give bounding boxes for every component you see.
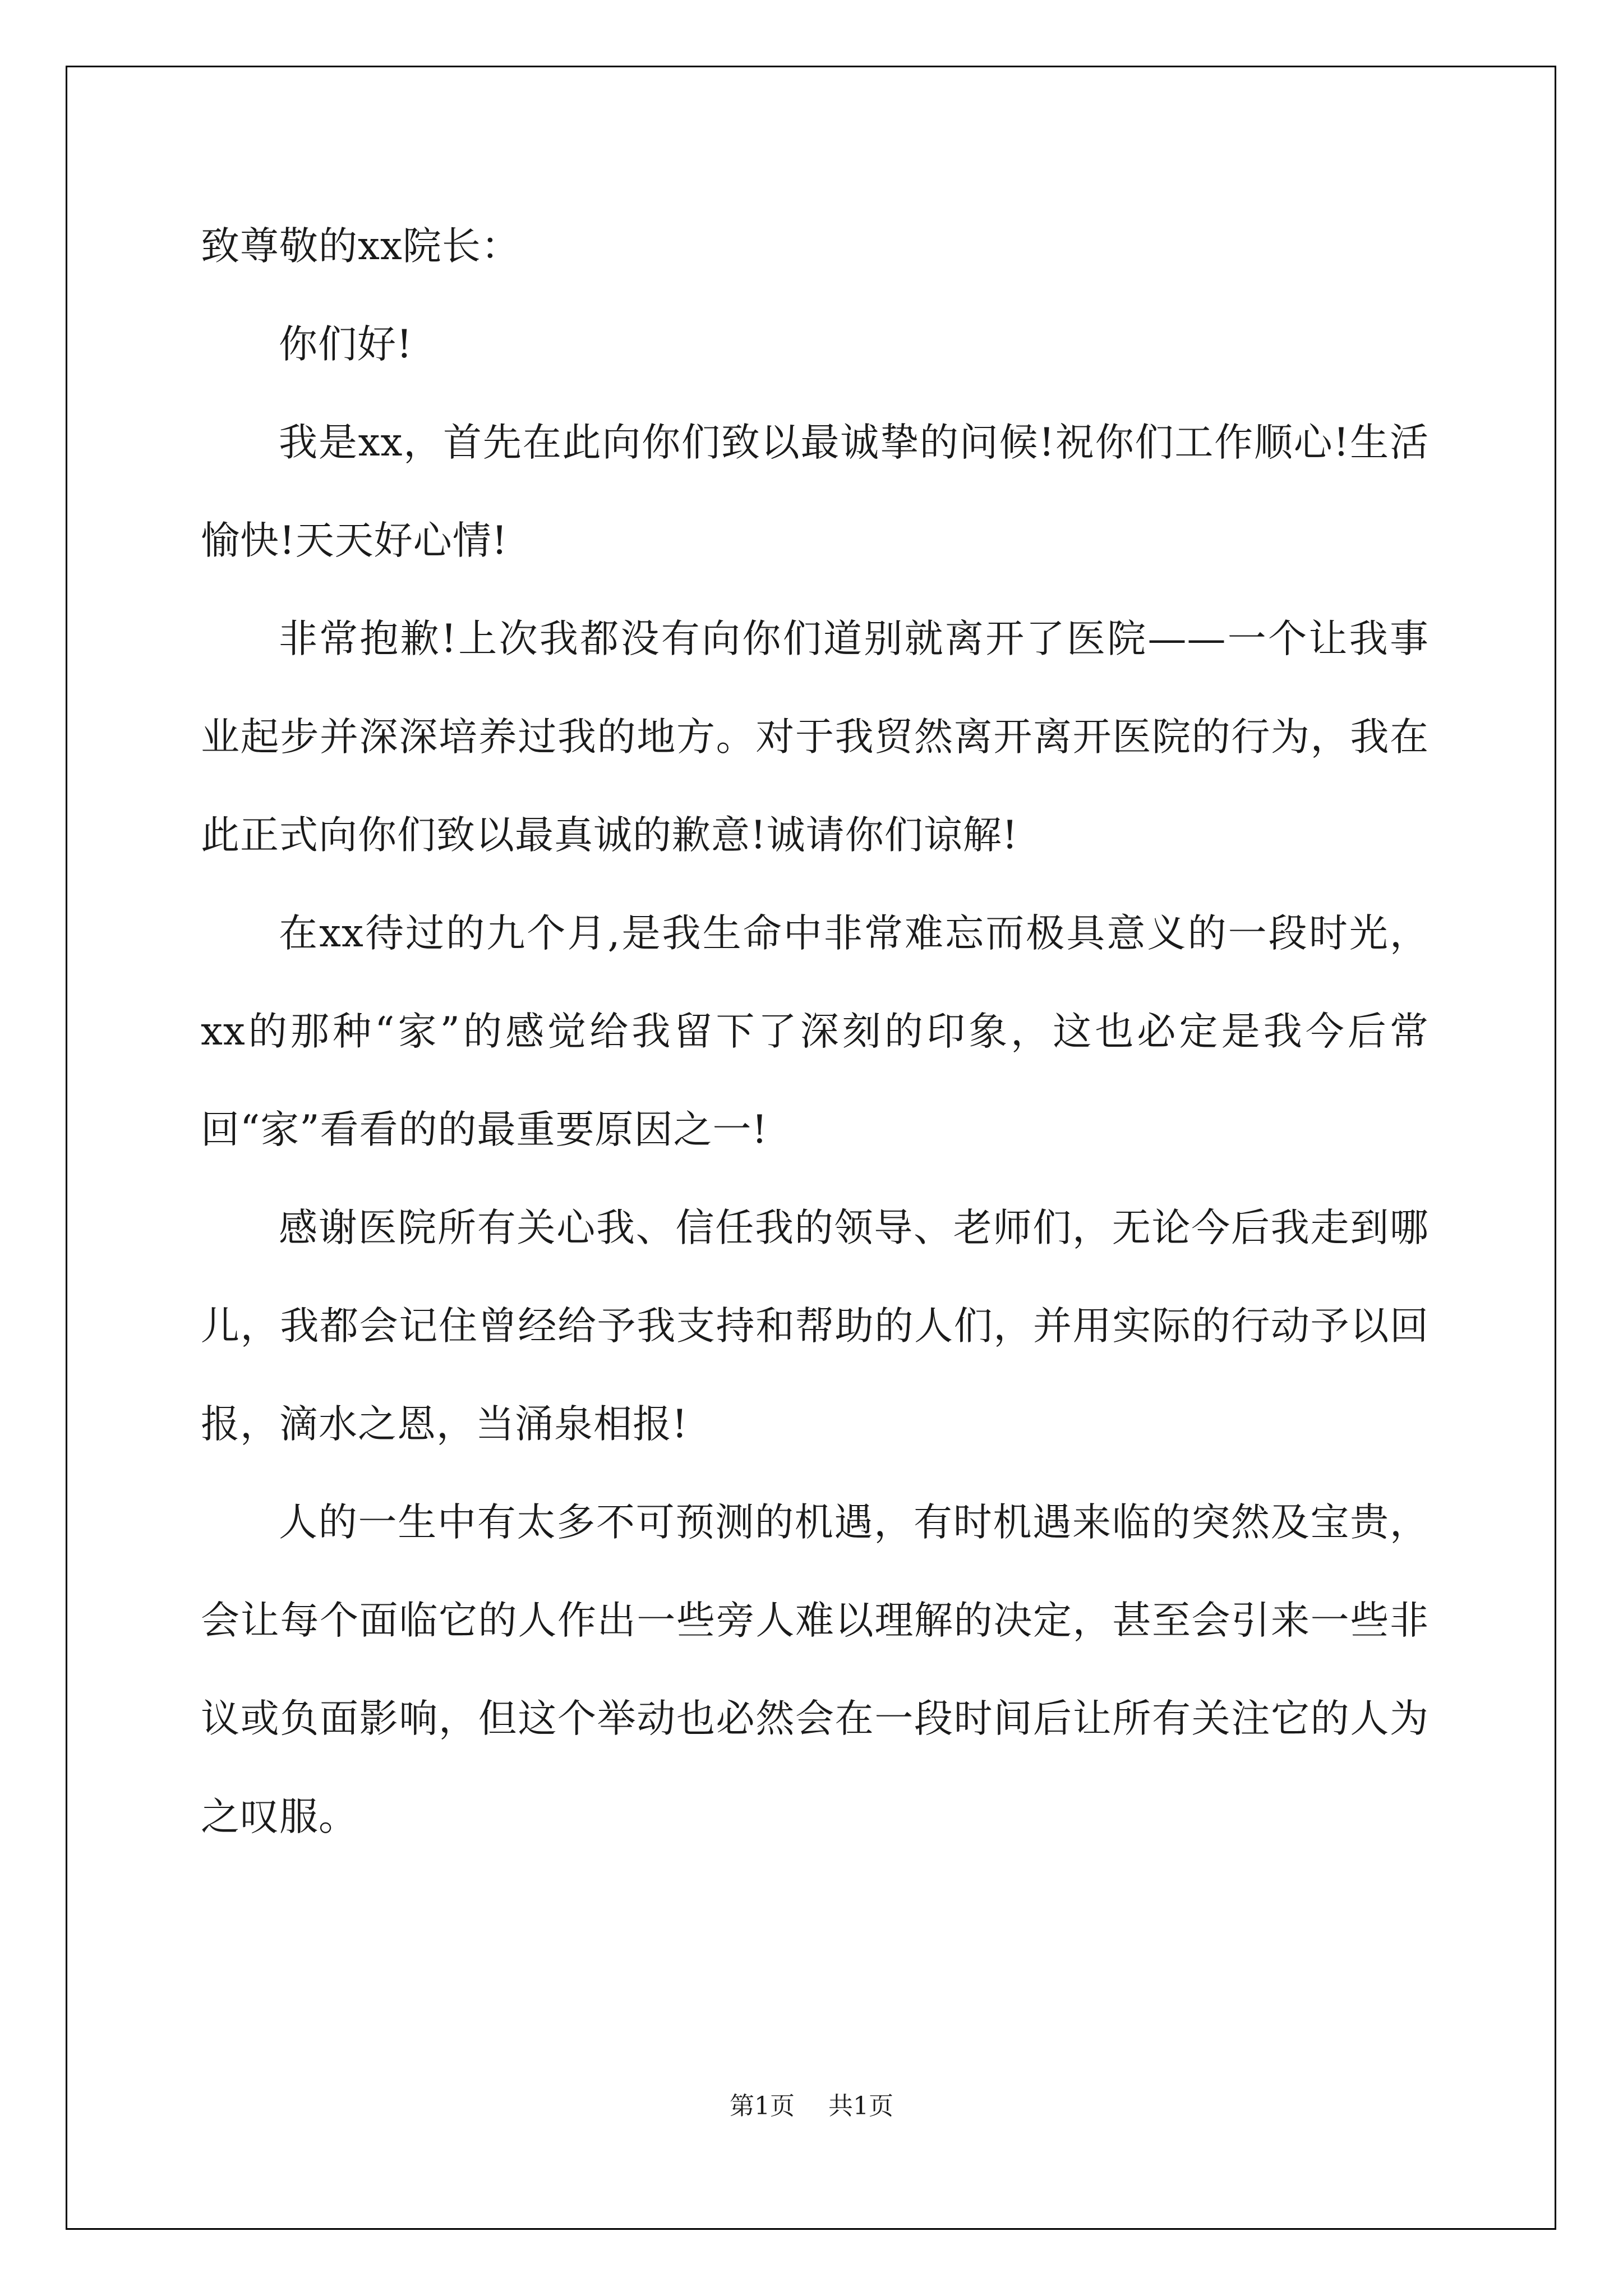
paragraph-introduction: 我是xx，首先在此向你们致以最诚挚的问候!祝你们工作顺心!生活愉快!天天好心情! xyxy=(201,420,1429,563)
letter-body xyxy=(201,197,1429,1866)
paragraph-gratitude: 感谢医院所有关心我、信任我的领导、老师们，无论今后我走到哪儿，我都会记住曾经给予我支持和帮助的人们，并用实际的行动予以回报，滴水之恩，当涌泉相报! xyxy=(201,1205,1429,1447)
paragraph-greeting: 你们好! xyxy=(279,322,413,367)
paragraph-reflection: 人的一生中有太多不可预测的机遇，有时机遇来临的突然及宝贵，会让每个面临它的人作出一些旁人难以理解的决定，甚至会引来一些非议或负面影响，但这个举动也必然会在一段时间后让所有关注它的人为之叹服。 xyxy=(201,1500,1429,1839)
paragraph-memories: 在xx待过的九个月,是我生命中非常难忘而极具意义的一段时光，xx的那种“家”的感觉给我留下了深刻的印象，这也必定是我今后常回“家”看看的的最重要原因之一! xyxy=(201,911,1429,1152)
salutation: 致尊敬的xx院长： xyxy=(201,224,520,269)
paragraph-apology: 非常抱歉!上次我都没有向你们道别就离开了医院——一个让我事业起步并深深培养过我的地方。对于我贸然离开离开医院的行为，我在此正式向你们致以最真诚的歉意!诚请你们谅解! xyxy=(201,616,1429,858)
page-number: 第1页 xyxy=(730,2092,795,2120)
page-footer xyxy=(0,2090,1623,2123)
page-total: 共1页 xyxy=(828,2092,893,2120)
